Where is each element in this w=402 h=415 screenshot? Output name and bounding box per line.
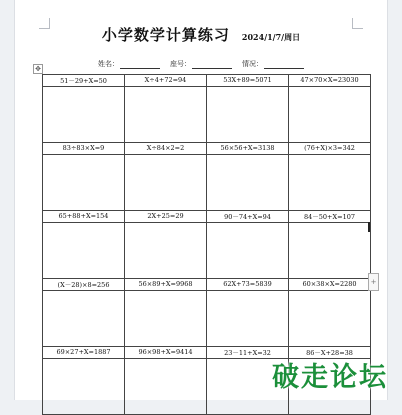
- seat-field: [170, 55, 232, 69]
- status-blank: [264, 60, 304, 69]
- problem-cell[interactable]: [43, 347, 125, 415]
- problem-cell[interactable]: [207, 143, 289, 211]
- problem-cell[interactable]: [43, 75, 125, 143]
- worksheet-date: 2024/1/7/周日: [241, 32, 301, 42]
- table-row: [43, 75, 371, 143]
- problem-cell[interactable]: [43, 279, 125, 347]
- problem-text: 51－29+Ⅹ=50: [43, 75, 124, 87]
- problem-text: 90－74+Ⅹ=94: [207, 211, 288, 223]
- table-row: [43, 211, 371, 279]
- table-row: [43, 143, 371, 211]
- problem-text: 47×70×Ⅹ=23030: [289, 75, 370, 87]
- problem-cell[interactable]: [125, 143, 207, 211]
- problem-text: 60×38×Ⅹ=2280: [289, 279, 370, 291]
- text-cursor: [368, 222, 370, 232]
- problem-text: 69×27+Ⅹ=1887: [43, 347, 124, 359]
- problem-cell[interactable]: [207, 279, 289, 347]
- problem-text: 83÷83×Ⅹ=9: [43, 143, 124, 155]
- problem-cell[interactable]: [289, 279, 371, 347]
- problem-cell[interactable]: [43, 211, 125, 279]
- name-label: 姓名：: [98, 60, 119, 68]
- status-field: [242, 55, 304, 69]
- problem-cell[interactable]: [207, 75, 289, 143]
- seat-label: 座号：: [170, 60, 191, 68]
- problem-text: Ⅹ÷84×2=2: [125, 143, 206, 155]
- problem-cell[interactable]: [125, 211, 207, 279]
- status-label: 情况：: [242, 60, 263, 68]
- title-row: [15, 24, 387, 50]
- problem-text: 23－11+Ⅹ=32: [207, 347, 288, 359]
- problem-text: 62Ⅹ+73=5839: [207, 279, 288, 291]
- table-move-handle-icon[interactable]: ✥: [33, 64, 43, 74]
- worksheet-title: 小学数学计算练习: [101, 26, 230, 44]
- problem-text: 84－50+Ⅹ=107: [289, 211, 370, 223]
- name-field: [98, 55, 160, 69]
- problem-cell[interactable]: [289, 75, 371, 143]
- problem-cell[interactable]: [125, 347, 207, 415]
- problem-cell[interactable]: [43, 143, 125, 211]
- problem-text: 56×56+Ⅹ=3138: [207, 143, 288, 155]
- name-blank: [120, 60, 160, 69]
- problem-text: (Ⅹ－28)×8=256: [43, 279, 124, 291]
- table-add-row-handle-icon[interactable]: +: [368, 273, 379, 291]
- problem-text: 2Ⅹ+25=29: [125, 211, 206, 223]
- problem-text: 53Ⅹ+89=5071: [207, 75, 288, 87]
- seat-blank: [192, 60, 232, 69]
- problem-cell[interactable]: [125, 279, 207, 347]
- table-row: [43, 279, 371, 347]
- site-watermark: 破走论坛: [272, 362, 388, 393]
- problem-cell[interactable]: [207, 211, 289, 279]
- problem-text: 65+88+Ⅹ=154: [43, 211, 124, 223]
- problem-text: Ⅹ÷4+72=94: [125, 75, 206, 87]
- problem-text: 56×89+Ⅹ=9968: [125, 279, 206, 291]
- problem-cell[interactable]: [125, 75, 207, 143]
- problem-text: (76+Ⅹ)×3=342: [289, 143, 370, 155]
- problem-cell[interactable]: [289, 211, 371, 279]
- student-info-row: [15, 55, 387, 69]
- problem-text: 96×98+Ⅹ=9414: [125, 347, 206, 359]
- problem-text: 86－Ⅹ+28=38: [289, 347, 370, 359]
- problem-cell[interactable]: [289, 143, 371, 211]
